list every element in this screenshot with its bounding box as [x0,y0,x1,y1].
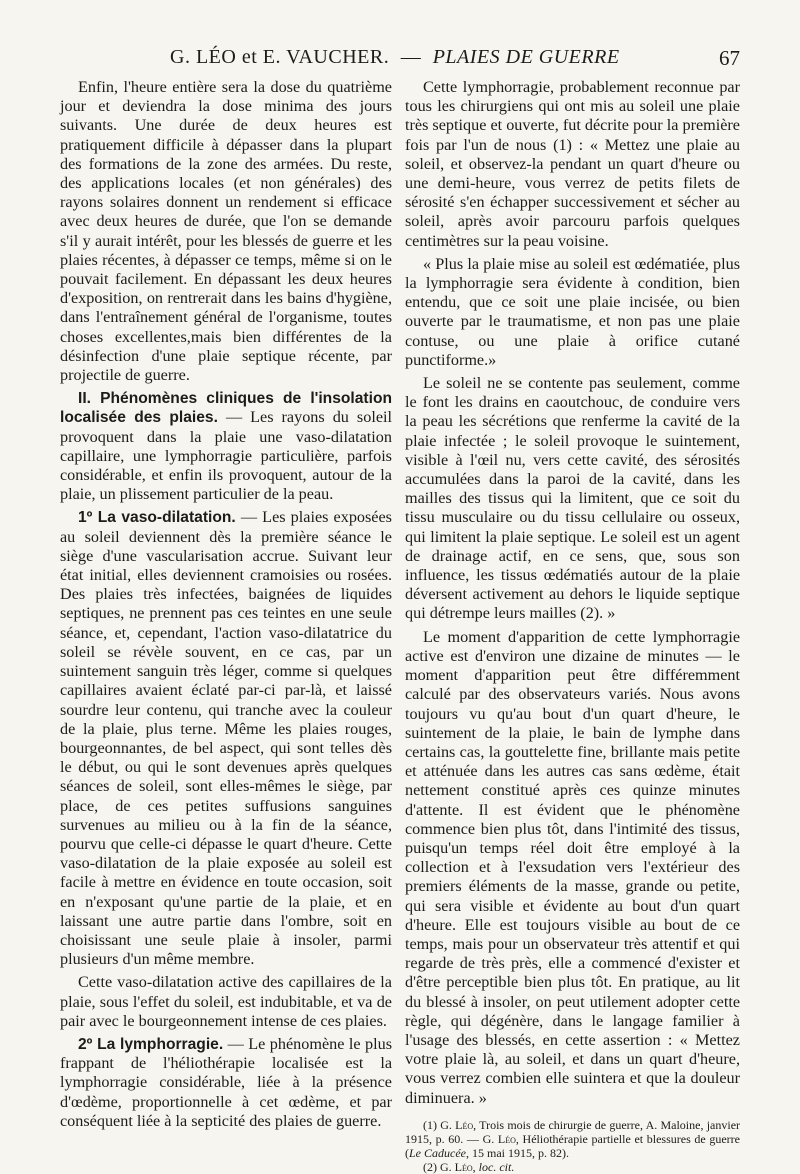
footnote-journal: Le Caducée [409,1145,466,1160]
running-header [60,46,740,76]
footnote-author: Léo [454,1159,473,1174]
section-text: — Les rayons du soleil provoquent dans la plaie une vaso-dilatation capillaire, une lymphorragie particulière, parfois considérable, et enfin ils provoquent, autour de la plaie, un plissement particulier de la peau. [60,408,392,504]
section-paragraph [60,389,392,504]
running-head [170,46,620,69]
left-column [60,78,392,1135]
footnote-author: Léo [497,1131,516,1146]
footnote-text: , 15 mai 1915, p. 82). [465,1145,569,1160]
footnote-author: Léo [455,1117,474,1132]
footnote-text: , [472,1159,479,1174]
right-column [405,78,740,1174]
paragraph: Cette lymphorragie, probablement reconnue par tous les chirurgiens qui ont mis au soleil une plaie très septique et ouverte, fut décrite pour la première fois par l'un de nous (1) : « Mettez une plaie au soleil, et observez-la pendant un quart d'heure ou une demi-heure, vous verrez de petits filets de sérosité s'en échapper successivement et sécher au soleil, après avoir parcouru parfois quelques centimètres sur la peau voisine. [405,78,740,250]
header-title: PLAIES DE GUERRE [432,46,620,68]
footnote-mark: (2) G. [423,1159,452,1174]
footnote-text: , Héliothérapie partielle et blessures de guerre ( [405,1131,741,1160]
footnote-2 [405,1160,740,1174]
header-separator: — [400,46,422,68]
paragraph: Enfin, l'heure entière sera la dose du quatrième jour et deviendra la dose minima des jours suivants. Une durée de deux heures est pratiquement difficile à dépasser dans la plupart des formations de la zone des armées. Du reste, des applications locales (et non générales) des rayons solaires donnent un rendement si efficace avec deux heures de durée, que l'on se demande s'il y aurait intérêt, pour les blessés de guerre et les plaies récentes, à dépasser ce temps, même si on le pouvait facilement. En dépassant les deux heures d'exposition, on rentrerait dans les bains d'hygiène, dans l'entraînement général de l'organisme, toutes choses excellentes,mais bien différentes de la désinfection d'une plaie septique récente, par projectile de guerre. [60,78,392,385]
page-number: 67 [719,46,740,70]
footnote-reference: loc. cit. [478,1159,515,1174]
subsection-text-vaso: — Les plaies exposées au soleil deviennent dès la première séance le siège d'une vascularisation accrue. Suivant leur état initial, elles deviennent cramoisies ou rosées. Des plaies très infectées, baignées de liquides septiques, ne prennent pas ces teintes en une seule séance, et, cependant, l'action vaso-dilatatrice du soleil se révèle souvent, en ce cas, par un suintement sanguin très léger, comme si quelques capillaires avaient éclaté par-ci par-là, et laissé sourdre leur contenu, qui tranche avec la couleur de la plaie, plus terne. Même les plaies rouges, bourgeonnantes, de bel aspect, qui sont telles dès le début, ou qui le sont devenues après quelques séances de soleil, sont elles-mêmes le siège, par place, de ces petites suffusions sanguines survenues au milieu ou à la fin de la séance, pourvu que celle-ci dépasse le quart d'heure. Cette vaso-dilatation de la plaie exposée au soleil est facile à mettre en évidence en toute occasion, soit en n'exposant qu'une partie de la plaie, et en laissant une autre partie dans l'ombre, soit en choisissant une seule plaie à insoler, parmi plusieurs d'un même membre. [60,508,392,969]
paragraph: « Plus la plaie mise au soleil est œdématiée, plus la lymphorragie sera évidente à condition, bien entendu, que ce soit une plaie incisée, ou bien ouverte par le traumatisme, et non pas une plaie contuse, ou une plaie à orifice cutané punctiforme.» [405,254,740,369]
paragraph: Le moment d'apparition de cette lymphorragie active est d'environ une dizaine de minutes — le moment d'apparition peut être différemment calculé par des observateurs variés. Nous avons toujours vu qu'au bout d'un quart d'heure, le suintement de la plaie, le bain de lymphe dans certains cas, la gouttelette fine, brillante mais petite et atténuée dans les autres cas sans œdème, était nettement constitué après ces quinze minutes d'attente. Il est évident que le phénomène commence bien plus tôt, dans l'intimité des tissus, puisqu'un temps réel doit être employé à la collection et à l'exsudation vers l'extérieur des premiers éléments de la masse, grande ou petite, qui sera visible et évidente au bout d'un quart d'heure. Elle est toujours visible au bout de ce temps, mais pour un observateur très attentif et qui regarde de très près, elle a commencé d'exister et d'être perceptible bien plus tôt. En pratique, au lit du blessé à insoler, on peut utilement adopter cette règle, qui dégénère, dans le langage familier à l'usage des blessés, en cette assertion : « Mettez votre plaie là, au soleil, et dans un quart d'heure, vous verrez combien elle suintera et que la douleur diminuera. » [405,627,740,1107]
subsection-heading-vaso: 1º La vaso-dilatation. [78,509,236,527]
subsection-paragraph [60,508,392,969]
subsection-paragraph [60,1035,392,1131]
section-heading: II. Phénomènes cliniques de l'insolation localisée des plaies. [60,390,392,427]
footnote-1 [405,1118,740,1160]
footnote-text: , Trois mois de chirurgie de guerre, A. Maloine, janvier 1915, p. 60. — G. [405,1117,741,1146]
header-authors: G. LÉO et E. VAUCHER. [170,46,390,68]
paragraph: Cette vaso-dilatation active des capillaires de la plaie, sous l'effet du soleil, est indubitable, et va de pair avec le bourgeonnement intense de ces plaies. [60,973,392,1030]
subsection-heading-lympho: 2º La lymphorragie. [78,1035,224,1053]
footnote-mark: (1) G. [423,1117,452,1132]
paragraph: Le soleil ne se contente pas seulement, comme le font les drains en caoutchouc, de conduire vers la peau les sécrétions que renferme la cavité de la plaie infectée ; le soleil provoque le suintement, visible à l'œil nu, vers cette cavité, des sérosités accumulées dans la paroi de la cavité, dans les mailles des tissus qui la limitent, que ce soit du tissu musculaire ou du tissu cellulaire ou osseux, qui limitent la plaie septique. Le soleil est un agent de drainage actif, en ce sens, que, sous son influence, les tissus œdématiés autour de la plaie déversent activement au dehors le liquide septique qui détrempe leurs mailles (2). » [405,374,740,623]
subsection-text-lympho: — Le phénomène le plus frappant de l'héliothérapie localisée est la lymphorragie considérable, liée à la présence d'œdème, proportionnelle à cet œdème, et par conséquent liée à la septicité des plaies de guerre. [60,1034,392,1130]
